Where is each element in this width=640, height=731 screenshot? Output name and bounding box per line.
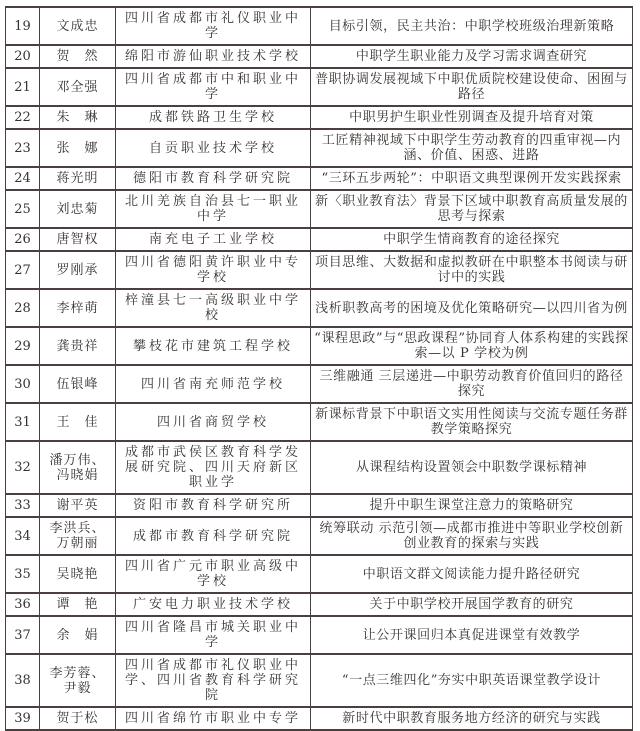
author-name-cell: 刘忠菊: [40, 190, 116, 228]
row-number-cell: 32: [6, 441, 40, 494]
table-row: [6, 228, 633, 251]
row-number-cell: 35: [6, 555, 40, 593]
row-number-cell: 24: [6, 167, 40, 190]
table-row: [6, 555, 633, 593]
table-body: [6, 7, 633, 730]
paper-title-cell: 统筹联动 示范引领—成都市推进中等职业学校创新创业教育的探索与实践: [311, 517, 633, 555]
paper-title-cell: 工匠精神视域下中职学生劳动教育的四重审视—内涵、价值、困惑、进路: [311, 129, 633, 167]
author-name-cell: 邓全强: [40, 68, 116, 106]
school-cell: 成都市教育科学研究院: [116, 517, 311, 555]
school-cell: 绵阳市游仙职业技术学校: [116, 45, 311, 68]
school-cell: 成都市武侯区教育科学发展研究院、四川天府新区职业学: [116, 441, 311, 494]
school-cell: 四川省隆昌市城关职业中学: [116, 616, 311, 654]
row-number-cell: 27: [6, 251, 40, 289]
row-number-cell: 36: [6, 593, 40, 616]
row-number-cell: 22: [6, 106, 40, 129]
author-name-cell: 谭 艳: [40, 593, 116, 616]
paper-title-cell: 浅析职教高考的困境及优化策略研究—以四川省为例: [311, 289, 633, 327]
paper-title-cell: 目标引领，民主共治：中职学校班级治理新策略: [311, 7, 633, 45]
paper-title-cell: 中职语文群文阅读能力提升路径研究: [311, 555, 633, 593]
school-cell: 攀枝花市建筑工程学校: [116, 327, 311, 365]
row-number-cell: 33: [6, 494, 40, 517]
author-name-cell: 李芳蓉、尹毅: [40, 654, 116, 707]
author-name-cell: 龚贵祥: [40, 327, 116, 365]
school-cell: 四川省德阳黄许职业中专学校: [116, 251, 311, 289]
paper-title-cell: 新课标背景下中职语文实用性阅读与交流专题任务群教学策略探究: [311, 403, 633, 441]
author-name-cell: 潘万伟、冯晓娟: [40, 441, 116, 494]
author-name-cell: 李梓萌: [40, 289, 116, 327]
row-number-cell: 20: [6, 45, 40, 68]
school-cell: 北川羌族自治县七一职业中学: [116, 190, 311, 228]
paper-title-cell: 普职协调发展视域下中职优质院校建设使命、困囿与路径: [311, 68, 633, 106]
table-row: [6, 45, 633, 68]
row-number-cell: 38: [6, 654, 40, 707]
paper-title-cell: 提升中职生课堂注意力的策略研究: [311, 494, 633, 517]
author-name-cell: 蒋光明: [40, 167, 116, 190]
school-cell: 梓潼县七一高级职业中学校: [116, 289, 311, 327]
row-number-cell: 31: [6, 403, 40, 441]
table-row: [6, 616, 633, 654]
paper-title-cell: 三维融通 三层递进—中职劳动教育价值回归的路径探究: [311, 365, 633, 403]
author-name-cell: 张 娜: [40, 129, 116, 167]
table-row: [6, 251, 633, 289]
table-row: [6, 654, 633, 707]
author-name-cell: 罗刚承: [40, 251, 116, 289]
author-name-cell: 伍银峰: [40, 365, 116, 403]
author-name-cell: 贺于松: [40, 707, 116, 730]
school-cell: 自贡职业技术学校: [116, 129, 311, 167]
school-cell: 四川省绵竹市职业中专学: [116, 707, 311, 730]
row-number-cell: 28: [6, 289, 40, 327]
author-name-cell: 唐智权: [40, 228, 116, 251]
table-row: [6, 190, 633, 228]
school-cell: 四川省成都市礼仪职业中学、四川省教育科学研究院: [116, 654, 311, 707]
row-number-cell: 21: [6, 68, 40, 106]
school-cell: 德阳市教育科学研究院: [116, 167, 311, 190]
school-cell: 四川省成都市中和职业中学: [116, 68, 311, 106]
table-row: [6, 167, 633, 190]
table-row: [6, 68, 633, 106]
author-name-cell: 李洪兵、万朝丽: [40, 517, 116, 555]
school-cell: 四川省广元市职业高级中学校: [116, 555, 311, 593]
row-number-cell: 25: [6, 190, 40, 228]
paper-list-table: [5, 6, 633, 731]
row-number-cell: 29: [6, 327, 40, 365]
school-cell: 四川省成都市礼仪职业中学: [116, 7, 311, 45]
table-row: [6, 403, 633, 441]
row-number-cell: 30: [6, 365, 40, 403]
paper-title-cell: 新〈职业教育法〉背景下区域中职教育高质量发展的思考与探索: [311, 190, 633, 228]
paper-title-cell: 项目思维、大数据和虚拟教研在中职整本书阅读与研讨中的实践: [311, 251, 633, 289]
paper-title-cell: 让公开课回归本真促进课堂有效教学: [311, 616, 633, 654]
school-cell: 广安电力职业技术学校: [116, 593, 311, 616]
author-name-cell: 谢平英: [40, 494, 116, 517]
table-row: [6, 129, 633, 167]
table-row: [6, 289, 633, 327]
row-number-cell: 37: [6, 616, 40, 654]
author-name-cell: 王 佳: [40, 403, 116, 441]
row-number-cell: 26: [6, 228, 40, 251]
table-row: [6, 7, 633, 45]
table-row: [6, 441, 633, 494]
paper-title-cell: 新时代中职教育服务地方经济的研究与实践: [311, 707, 633, 730]
table-row: [6, 593, 633, 616]
author-name-cell: 朱 琳: [40, 106, 116, 129]
school-cell: 南充电子工业学校: [116, 228, 311, 251]
paper-title-cell: 关于中职学校开展国学教育的研究: [311, 593, 633, 616]
table-row: [6, 517, 633, 555]
school-cell: 成都铁路卫生学校: [116, 106, 311, 129]
author-name-cell: 吴晓艳: [40, 555, 116, 593]
row-number-cell: 34: [6, 517, 40, 555]
paper-title-cell: “三环五步两轮”：中职语文典型课例开发实践探索: [311, 167, 633, 190]
paper-title-cell: 中职学生职业能力及学习需求调查研究: [311, 45, 633, 68]
table-row: [6, 365, 633, 403]
school-cell: 资阳市教育科学研究所: [116, 494, 311, 517]
paper-title-cell: 中职学生情商教育的途径探究: [311, 228, 633, 251]
author-name-cell: 贺 然: [40, 45, 116, 68]
row-number-cell: 39: [6, 707, 40, 730]
paper-title-cell: 中职男护生职业性别调查及提升培育对策: [311, 106, 633, 129]
row-number-cell: 19: [6, 7, 40, 45]
row-number-cell: 23: [6, 129, 40, 167]
author-name-cell: 文成忠: [40, 7, 116, 45]
paper-title-cell: “一点三维四化”夯实中职英语课堂教学设计: [311, 654, 633, 707]
school-cell: 四川省商贸学校: [116, 403, 311, 441]
table-row: [6, 327, 633, 365]
table-row: [6, 494, 633, 517]
author-name-cell: 余 娟: [40, 616, 116, 654]
paper-title-cell: 从课程结构设置领会中职数学课标精神: [311, 441, 633, 494]
school-cell: 四川省南充师范学校: [116, 365, 311, 403]
paper-title-cell: “课程思政”与“思政课程”协同育人体系构建的实践探索—以 P 学校为例: [311, 327, 633, 365]
table-row: [6, 106, 633, 129]
